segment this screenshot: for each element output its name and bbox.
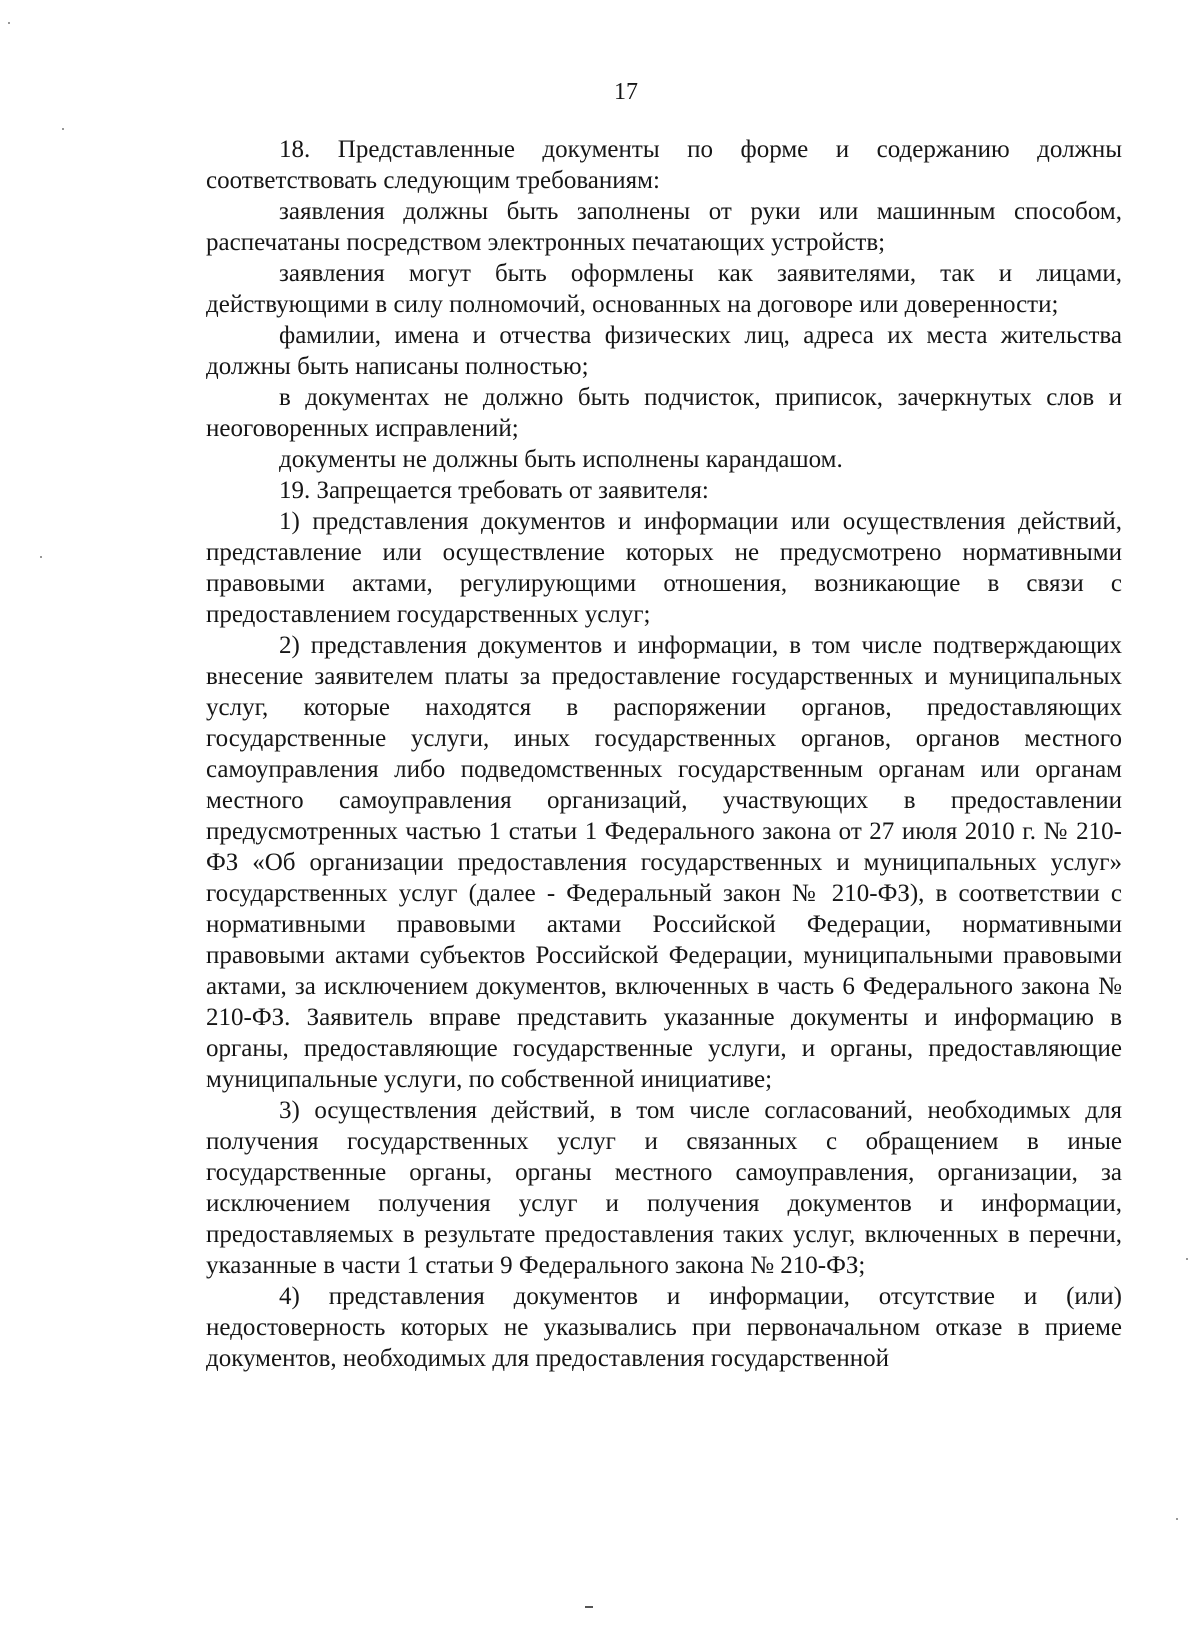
paragraph-18-intro: 18. Представленные документы по форме и содержанию должны соответствовать следующим требованиям:	[206, 136, 1122, 194]
paragraph-requirement-names: фамилии, имена и отчества физических лиц, адреса их места жительства должны быть написаны полностью;	[206, 322, 1122, 380]
paragraph-19-item-1: 1) представления документов и информации или осуществления действий, представление или осуществление которых не предусмотрено нормативными правовыми актами, регулирующими отношения, возникающие в связи с предоставлением государственных услуг;	[206, 508, 1122, 628]
scan-speck	[40, 556, 42, 558]
paragraph-19-item-4: 4) представления документов и информации, отсутствие и (или) недостоверность которых не указывались при первоначальном отказе в приеме документов, необходимых для предоставления государственной	[206, 1283, 1122, 1372]
scan-mark	[585, 1606, 593, 1608]
paragraph-19-item-2: 2) представления документов и информации, в том числе подтверждающих внесение заявителем платы за предоставление государственных и муниципальных услуг, которые находятся в распоряжении органов, предоставляющих государственные услуги, иных государственных органов, органов местного самоуправления либо подведомственных государственным органам или органам местного самоуправления организаций, участвующих в предоставлении предусмотренных частью 1 статьи 1 Федерального закона от 27 июля 2010 г. № 210-ФЗ «Об организации предоставления государственных и муниципальных услуг» государственных услуг (далее - Федеральный закон № 210-ФЗ), в соответствии с нормативными правовыми актами Российской Федерации, нормативными правовыми актами субъектов Российской Федерации, муниципальными правовыми актами, за исключением документов, включенных в часть 6 Федерального закона № 210-ФЗ. Заявитель вправе представить указанные документы и информацию в органы, предоставляющие государственные услуги, и органы, предоставляющие муниципальные услуги, по собственной инициативе;	[206, 632, 1122, 1093]
paragraph-requirement-authority: заявления могут быть оформлены как заявителями, так и лицами, действующими в силу полномочий, основанных на договоре или доверенности;	[206, 260, 1122, 318]
scan-speck	[62, 128, 64, 130]
paragraph-requirement-no-pencil: документы не должны быть исполнены карандашом.	[279, 446, 843, 473]
paragraph-19-intro: 19. Запрещается требовать от заявителя:	[279, 477, 709, 504]
scan-speck	[1186, 1258, 1188, 1260]
paragraph-19-item-3: 3) осуществления действий, в том числе согласований, необходимых для получения государственных услуг и связанных с обращением в иные государственные органы, органы местного самоуправления, организации, за исключением получения услуг и получения документов и информации, предоставляемых в результате предоставления таких услуг, включенных в перечни, указанные в части 1 статьи 9 Федерального закона № 210-ФЗ;	[206, 1097, 1122, 1279]
scan-speck	[8, 22, 10, 24]
paragraph-requirement-filling: заявления должны быть заполнены от руки или машинным способом, распечатаны посредством электронных печатающих устройств;	[206, 198, 1122, 256]
paragraph-requirement-no-corrections: в документах не должно быть подчисток, приписок, зачеркнутых слов и неоговоренных исправлений;	[206, 384, 1122, 442]
scan-speck	[1176, 1518, 1178, 1520]
document-body	[206, 134, 1122, 1374]
page-number: 17	[614, 79, 638, 105]
